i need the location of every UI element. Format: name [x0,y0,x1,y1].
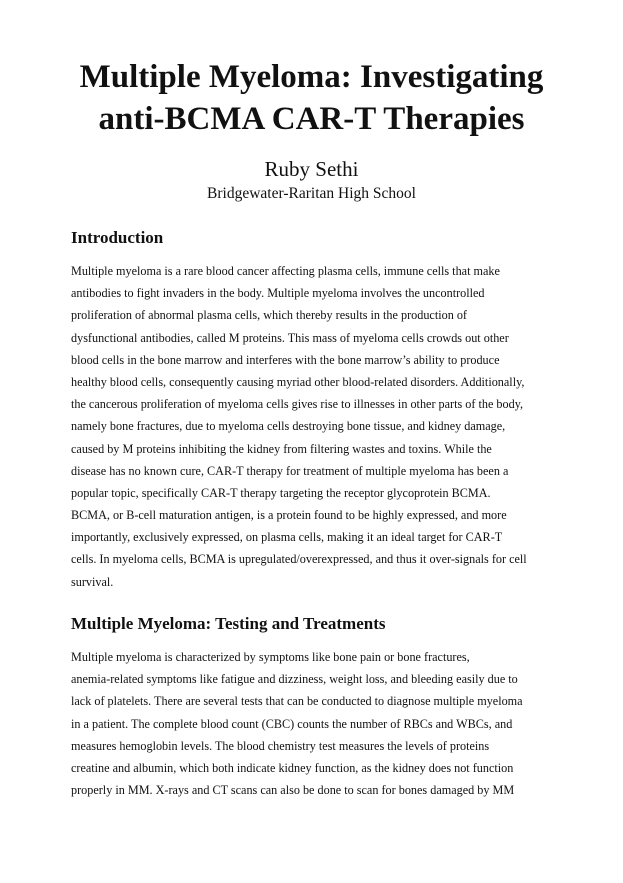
text-line: dysfunctional antibodies, called M proteins. This mass of myeloma cells crowds out other [71,330,509,345]
text-line: the cancerous proliferation of myeloma cells gives rise to illnesses in other parts of the body, [71,397,524,412]
text-line: in a patient. The complete blood count (CBC) counts the number of RBCs and WBCs, and [71,716,513,731]
text-line: popular topic, specifically CAR-T therapy targeting the receptor glycoprotein BCMA. [71,485,491,500]
title-line: Multiple Myeloma: Investigating [79,59,544,95]
text-line: creatine and albumin, which both indicate kidney function, as the kidney does not function [71,760,514,775]
text-line: cells. In myeloma cells, BCMA is upregulated/overexpressed, and thus it over-signals for cell [71,552,527,567]
text-line: lack of platelets. There are several tests that can be conducted to diagnose multiple myeloma [71,694,523,709]
text-line: BCMA, or B-cell maturation antigen, is a protein found to be highly expressed, and more [71,508,507,523]
author-affiliation: Bridgewater-Raritan High School [207,185,416,202]
title-line: anti-BCMA CAR-T Therapies [98,101,525,137]
author-name: Ruby Sethi [264,157,359,181]
text-line: antibodies to fight invaders in the body. Multiple myeloma involves the uncontrolled [71,286,485,301]
text-line: measures hemoglobin levels. The blood chemistry test measures the levels of proteins [71,738,490,753]
section-heading-introduction: Introduction [71,228,164,247]
text-line: disease has no known cure, CAR-T therapy for treatment of multiple myeloma has been a [71,463,509,478]
text-line: proliferation of abnormal plasma cells, which thereby results in the production of [71,308,467,323]
text-line: healthy blood cells, consequently causing myriad other blood-related disorders. Additionally, [71,374,525,389]
text-line: Multiple myeloma is characterized by symptoms like bone pain or bone fractures, [71,650,470,664]
section-heading-testing-and-treatments: Multiple Myeloma: Testing and Treatments [71,614,386,633]
text-line: blood cells in the bone marrow and interferes with the bone marrow’s ability to produce [71,352,500,367]
text-line: survival. [71,574,114,589]
text-line: caused by M proteins inhibiting the kidney from filtering wastes and toxins. While the [71,441,492,456]
introduction-paragraph [71,262,561,595]
text-line: properly in MM. X-rays and CT scans can also be done to scan for bones damaged by MM [71,783,515,798]
text-line: importantly, exclusively expressed, on plasma cells, making it an ideal target for CAR-T [71,530,503,545]
text-line: namely bone fractures, due to myeloma cells destroying bone tissue, and kidney damage, [71,419,506,434]
paper-title [40,56,583,140]
testing-and-treatments-paragraph [71,648,561,803]
text-line: anemia-related symptoms like fatigue and dizziness, weight loss, and bleeding easily due to [71,672,518,687]
text-line: Multiple myeloma is a rare blood cancer affecting plasma cells, immune cells that make [71,264,500,278]
